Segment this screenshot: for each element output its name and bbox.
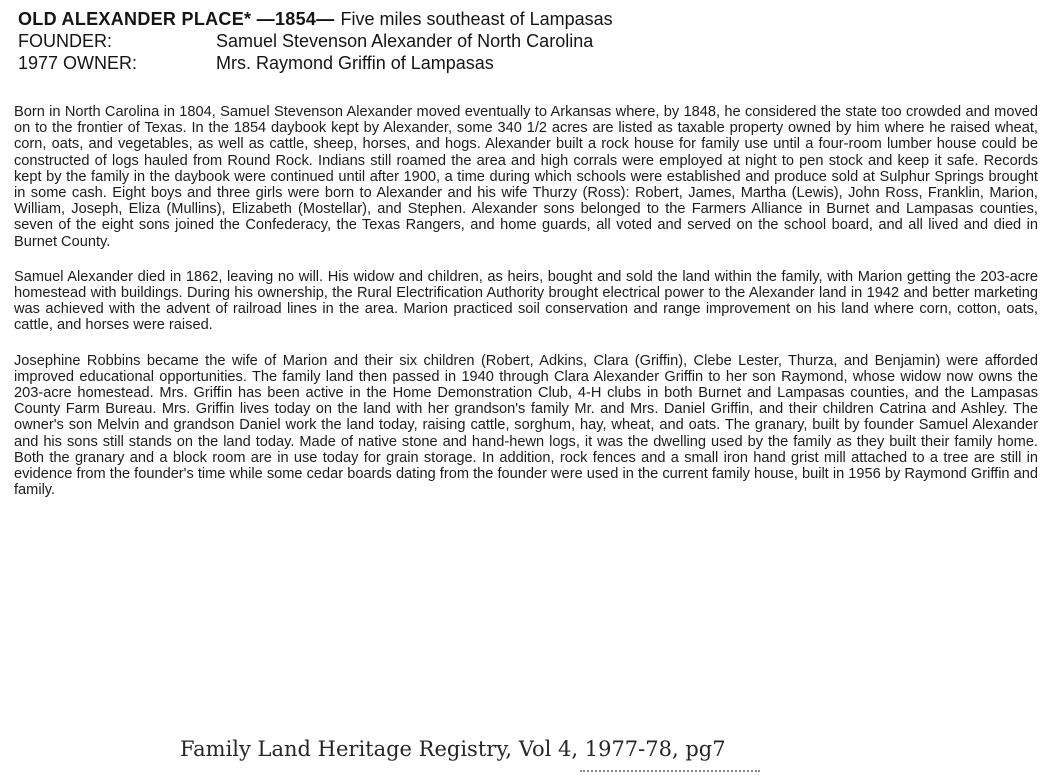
- owner-value: Mrs. Raymond Griffin of Lampasas: [216, 53, 494, 73]
- owner-line: [18, 52, 1028, 74]
- source-citation: Family Land Heritage Registry, Vol 4, 1977-78, pg7: [180, 737, 726, 761]
- paragraph-2: Samuel Alexander died in 1862, leaving no will. His widow and children, as heirs, bought and sold the land within the family, with Marion getting the 203-acre homestead with buildings. During his ownership, the Rural Electrification Authority brought electrical power to the Alexander land in 1942 and better marketing was achieved with the advent of railroad lines in the area. Marion practiced soil conservation and range improvement on his land where corn, cotton, oats, cattle, and horses were raised.: [14, 268, 1038, 334]
- document-title: OLD ALEXANDER PLACE* —1854—: [18, 9, 335, 29]
- owner-label: 1977 OWNER:: [18, 53, 138, 73]
- title-location: Five miles southeast of Lampasas: [340, 9, 613, 29]
- cropped-text-remnant: [580, 768, 780, 776]
- founder-line: [18, 30, 1028, 52]
- paragraph-3: Josephine Robbins became the wife of Marion and their six children (Robert, Adkins, Clara (Griffin), Clebe Lester, Thurza, and Benjamin) were afforded improved educational opportunities. The family land then passed in 1940 through Clara Alexander Griffin to her son Raymond, whose widow now owns the 203-acre homestead. Mrs. Griffin has been active in the Home Demonstration Club, 4-H clubs in both Burnet and Lampasas counties, and the Lampasas County Farm Bureau. Mrs. Griffin lives today on the land with her grandson's family Mr. and Mrs. Daniel Griffin, and their children Catrina and Ashley. The owner's son Melvin and grandson Daniel work the land today, raising cattle, sorghum, hay, wheat, and oats. The granary, built by founder Samuel Alexander and his sons still stands on the land today. Made of native stone and hand-hewn logs, it was the dwelling used by the family as they built their family home. Both the granary and a block room are in use today for grain storage. In addition, rock fences and a small iron hand grist mill attached to a tree are still in evidence from the founder's time while some cedar boards dating from the founder were used in the current family house, built in 1956 by Raymond Griffin and family.: [14, 352, 1038, 499]
- document-header: [18, 8, 1028, 74]
- paragraph-1: Born in North Carolina in 1804, Samuel Stevenson Alexander moved eventually to Arkansas where, by 1848, he considered the state too crowded and moved on to the frontier of Texas. In the 1854 daybook kept by Alexander, some 340 1/2 acres are listed as taxable property owned by him where he raised wheat, corn, oats, and vegetables, as well as cattle, sheep, horses, and hogs. Alexander built a rock house for family use until a four-room lumber house could be constructed of logs hauled from Round Rock. Indians still roamed the area and high corrals were employed at night to pen stock and keep it safe. Records kept by the family in the daybook were continued until after 1900, a time during which schools were established and produce sold at Sulphur Springs brought in some cash. Eight boys and three girls were born to Alexander and his wife Thurzy (Ross): Robert, James, Martha (Lewis), John Ross, Franklin, Marion, William, Joseph, Eliza (Mullins), Elizabeth (Mostellar), and Stephen. Alexander sons belonged to the Farmers Alliance in Burnet and Lampasas counties, seven of the eight sons joined the Confederacy, the Texas Rangers, and home guards, all voted and served on the school board, and all lived and died in Burnet County.: [14, 104, 1038, 250]
- founder-label: FOUNDER:: [18, 31, 112, 51]
- document-body: [14, 104, 1038, 498]
- founder-value: Samuel Stevenson Alexander of North Carolina: [216, 31, 594, 51]
- title-line: [18, 8, 1028, 30]
